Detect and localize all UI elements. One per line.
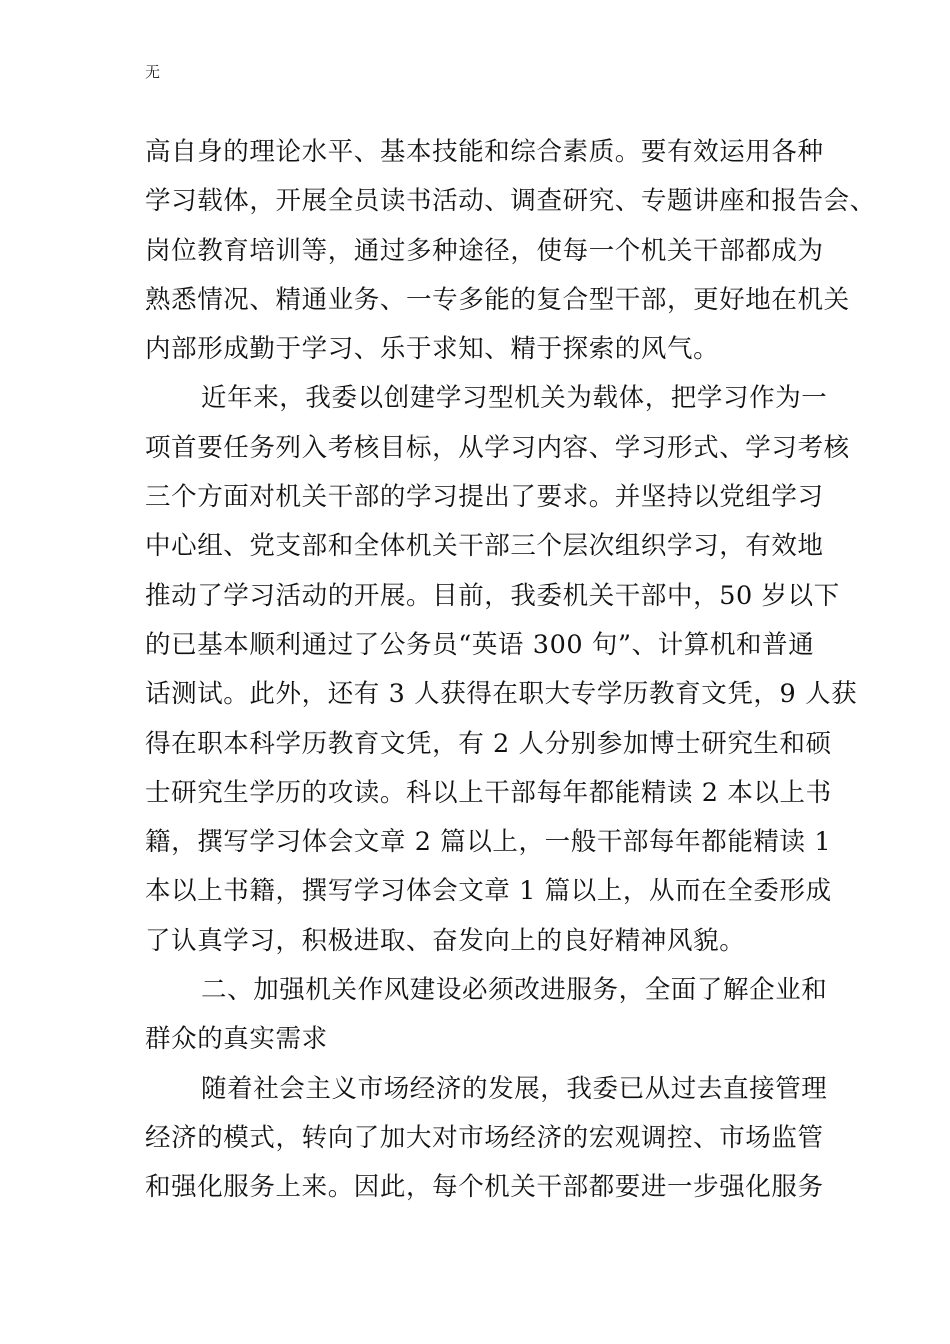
document-body [145, 128, 876, 1213]
paragraph-start-line: 随着社会主义市场经济的发展，我委已从过去直接管理 [201, 1073, 828, 1104]
text-line: 中心组、党支部和全体机关干部三个层次组织学习，有效地 [145, 531, 824, 562]
text-line: 学习载体，开展全员读书活动、调查研究、专题讲座和报告会、 [145, 186, 876, 217]
text-line: 推动了学习活动的开展。目前，我委机关干部中，50 岁以下 [145, 580, 840, 611]
paragraph-start-line: 近年来，我委以创建学习型机关为载体，把学习作为一 [201, 383, 828, 414]
text-line: 士研究生学历的攻读。科以上干部每年都能精读 2 本以上书 [145, 777, 832, 808]
text-line: 高自身的理论水平、基本技能和综合素质。要有效运用各种 [145, 137, 824, 167]
text-line: 了认真学习，积极进取、奋发向上的良好精神风貌。 [145, 925, 746, 956]
text-line: 内部形成勤于学习、乐于求知、精于探索的风气。 [145, 334, 720, 365]
text-line: 岗位教育培训等，通过多种途径，使每一个机关干部都成为 [145, 235, 824, 266]
text-line: 籍，撰写学习体会文章 2 篇以上，一般干部每年都能精读 1 [145, 827, 832, 858]
section-heading-line: 二、加强机关作风建设必须改进服务，全面了解企业和 [201, 975, 828, 1006]
text-line: 三个方面对机关干部的学习提出了要求。并坚持以党组学习 [145, 482, 824, 513]
section-heading-line: 群众的真实需求 [145, 1024, 328, 1055]
page-header: 无 [145, 63, 161, 81]
text-line: 得在职本科学历教育文凭，有 2 人分别参加博士研究生和硕 [145, 728, 832, 759]
text-line: 项首要任务列入考核目标，从学习内容、学习形式、学习考核 [145, 432, 850, 463]
text-line: 的已基本顺利通过了公务员“英语 300 句”、计算机和普通 [145, 629, 815, 660]
text-line: 本以上书籍，撰写学习体会文章 1 篇以上，从而在全委形成 [145, 876, 832, 907]
text-line: 熟悉情况、精通业务、一专多能的复合型干部，更好地在机关 [145, 284, 850, 315]
text-line: 经济的模式，转向了加大对市场经济的宏观调控、市场监管 [145, 1122, 824, 1153]
text-line: 话测试。此外，还有 3 人获得在职大专学历教育文凭，9 人获 [145, 679, 858, 710]
text-line: 和强化服务上来。因此，每个机关干部都要进一步强化服务 [145, 1172, 824, 1203]
